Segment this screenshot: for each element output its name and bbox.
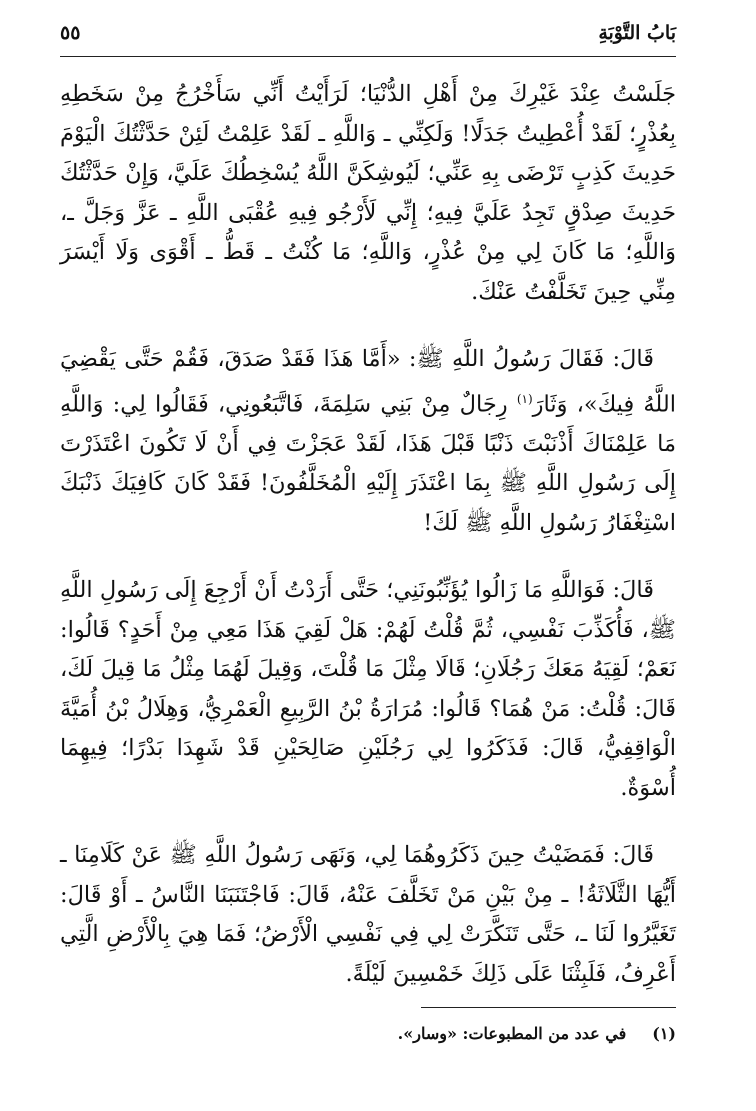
chapter-title: بَابُ التَّوْبَةِ bbox=[598, 22, 676, 44]
footnote bbox=[60, 1024, 676, 1043]
paragraph-2-part-1: قَالَ: فَقَالَ رَسُولُ اللَّهِ ﷺ: «أَمَّا هَذَا فَقَدْ صَدَقَ، فَقُمْ حَتَّى يَقْضِيَ اللَّهُ فِيكَ»، وَثَارَ bbox=[60, 346, 676, 417]
footnote-separator bbox=[421, 1007, 676, 1008]
footnote-text: في عدد من المطبوعات: «وسار». bbox=[397, 1024, 627, 1043]
book-page bbox=[60, 20, 676, 1111]
page-number: ٥٥ bbox=[60, 22, 81, 44]
footnote-marker: (١) bbox=[516, 391, 533, 406]
paragraph-2-part-2: رِجَالٌ مِنْ بَنِي سَلِمَةَ، فَاتَّبَعُونِي، فَقَالُوا لِي: وَاللَّهِ مَا عَلِمْنَاكَ أَذْنَبْتَ ذَنْبًا قَبْلَ هَذَا، لَقَدْ عَجَزْتَ فِي أَنْ لَا تَكُونَ اعْتَذَرْتَ إِلَى رَسُولِ اللَّهِ ﷺ بِمَا اعْتَذَرَ إِلَيْهِ الْمُخَلَّفُونَ! فَقَدْ كَانَ كَافِيَكَ ذَنْبَكَ اسْتِغْفَارُ رَسُولِ اللَّهِ ﷺ لَكَ! bbox=[60, 391, 676, 536]
page-header bbox=[60, 20, 676, 52]
main-text bbox=[60, 75, 676, 994]
paragraph-1: جَلَسْتُ عِنْدَ غَيْرِكَ مِنْ أَهْلِ الدُّنْيَا؛ لَرَأَيْتُ أَنِّي سَأَخْرُجُ مِنْ سَخَطِهِ بِعُذْرٍ؛ لَقَدْ أُعْطِيتُ جَدَلًا! وَلَكِنِّي ـ وَاللَّهِ ـ لَقَدْ عَلِمْتُ لَئِنْ حَدَّثْتُكَ الْيَوْمَ حَدِيثَ كَذِبٍ تَرْضَى بِهِ عَنِّي؛ لَيُوشِكَنَّ اللَّهُ يُسْخِطُكَ عَلَيَّ، وَإِنْ حَدَّثْتُكَ حَدِيثَ صِدْقٍ تَجِدُ عَلَيَّ فِيهِ؛ إِنِّي لَأَرْجُو فِيهِ عُقْبَى اللَّهِ ـ عَزَّ وَجَلَّ ـ، وَاللَّهِ؛ مَا كَانَ لِي مِنْ عُذْرٍ، وَاللَّهِ؛ مَا كُنْتُ ـ قَطُّ ـ أَقْوَى وَلَا أَيْسَرَ مِنِّي حِينَ تَخَلَّفْتُ عَنْكَ. bbox=[60, 81, 676, 305]
paragraph-3: قَالَ: فَوَاللَّهِ مَا زَالُوا يُؤَنِّبُونَنِي؛ حَتَّى أَرَدْتُ أَنْ أَرْجِعَ إِلَى رَسُولِ اللَّهِ ﷺ، فَأُكَذِّبَ نَفْسِي، ثُمَّ قُلْتُ لَهُمْ: هَلْ لَقِيَ هَذَا مَعِي مِنْ أَحَدٍ؟ قَالُوا: نَعَمْ؛ لَقِيَهُ مَعَكَ رَجُلَانِ؛ قَالَا مِثْلَ مَا قُلْتَ، وَقِيلَ لَهُمَا مِثْلُ مَا قِيلَ لَكَ، قَالَ: قُلْتُ: مَنْ هُمَا؟ قَالُوا: مُرَارَةُ بْنُ الرَّبِيعِ الْعَمْرِيُّ، وَهِلَالُ بْنُ أُمَيَّةَ الْوَاقِفِيُّ، قَالَ: فَذَكَرُوا لِي رَجُلَيْنِ صَالِحَيْنِ قَدْ شَهِدَا بَدْرًا؛ فِيهِمَا أُسْوَةٌ. bbox=[60, 577, 676, 801]
paragraph-2 bbox=[60, 340, 676, 543]
footnote-number: (١) bbox=[652, 1024, 676, 1043]
header-rule bbox=[60, 56, 676, 57]
paragraph-4: قَالَ: فَمَضَيْتُ حِينَ ذَكَرُوهُمَا لِي، وَنَهَى رَسُولُ اللَّهِ ﷺ عَنْ كَلَامِنَا ـ أَيُّهَا الثَّلَاثَةُ! ـ مِنْ بَيْنِ مَنْ تَخَلَّفَ عَنْهُ، قَالَ: فَاجْتَنَبَنَا النَّاسُ ـ أَوْ قَالَ: تَغَيَّرُوا لَنَا ـ، حَتَّى تَنَكَّرَتْ لِي فِي نَفْسِي الْأَرْضُ؛ فَمَا هِيَ بِالْأَرْضِ الَّتِي أَعْرِفُ، فَلَبِثْنَا عَلَى ذَلِكَ خَمْسِينَ لَيْلَةً. bbox=[60, 842, 676, 987]
